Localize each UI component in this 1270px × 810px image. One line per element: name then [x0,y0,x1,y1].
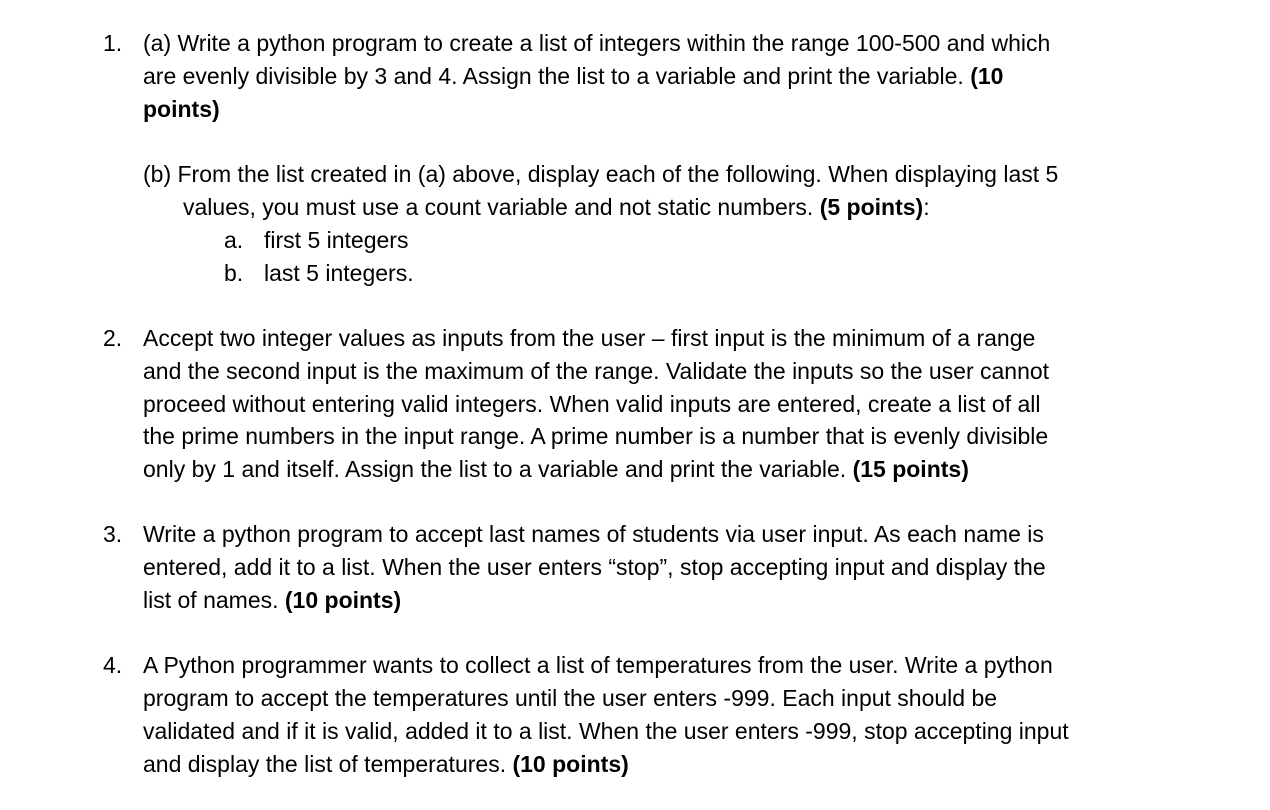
question-text-line: are evenly divisible by 3 and 4. Assign the list to a variable and print the variable. (10 [143,63,1004,89]
question-text-line: and the second input is the maximum of the range. Validate the inputs so the user cannot [143,358,1050,384]
list-item-marker: b. [224,260,244,286]
list-item: first 5 integers [264,227,409,253]
question-text-line: proceed without entering valid integers. When valid inputs are entered, create a list of all [143,391,1041,417]
question-text-line: (b) From the list created in (a) above, display each of the following. When displaying last 5 [143,161,1059,187]
question-text-line: list of names. (10 points) [143,587,402,613]
question-text-line: (a) Write a python program to create a list of integers within the range 100-500 and which [143,30,1051,56]
question-number: 3. [103,521,123,547]
question-number: 1. [103,30,123,56]
question-text-line: values, you must use a count variable and not static numbers. (5 points): [183,194,930,220]
question-number: 4. [103,652,123,678]
question-number: 2. [103,325,123,351]
points-label: (10 points) [284,587,402,613]
question-text-line: A Python programmer wants to collect a list of temperatures from the user. Write a python [143,652,1053,678]
points-label: (15 points) [852,456,969,482]
list-item-marker: a. [224,227,244,253]
question-text-line: Accept two integer values as inputs from the user – first input is the minimum of a range [143,325,1036,351]
points-label: points) [143,96,220,122]
question-text-line: Write a python program to accept last names of students via user input. As each name is [143,521,1044,547]
question-text-line: and display the list of temperatures. (10 points) [143,751,629,777]
question-text-line: entered, add it to a list. When the user enters “stop”, stop accepting input and display the [143,554,1046,580]
question-text-line: program to accept the temperatures until the user enters -999. Each input should be [143,685,998,711]
points-label: (10 points) [512,751,629,777]
question-text-line: validated and if it is valid, added it to a list. When the user enters -999, stop accepting input [143,718,1069,744]
points-label: (5 points) [819,194,924,220]
list-item: last 5 integers. [264,260,414,286]
points-label: (10 [970,63,1004,89]
question-text-line: the prime numbers in the input range. A prime number is a number that is evenly divisible [143,423,1049,449]
question-text-line: only by 1 and itself. Assign the list to a variable and print the variable. (15 points) [143,456,969,482]
